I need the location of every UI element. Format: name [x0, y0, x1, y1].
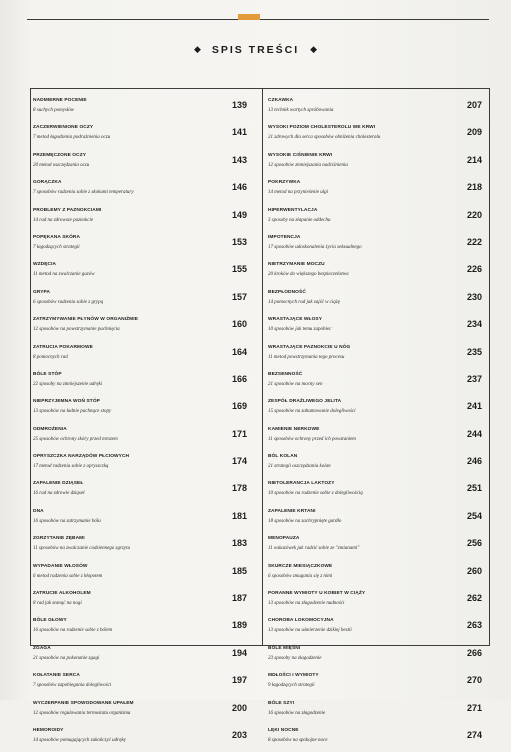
- toc-entry: [33, 150, 245, 177]
- toc-entry: [33, 643, 245, 670]
- toc-entry-page-number: 181: [231, 510, 247, 521]
- toc-entry-page-number: 262: [466, 593, 482, 604]
- top-accent-tab: [238, 14, 260, 20]
- toc-entry: [268, 177, 486, 204]
- toc-entry: [268, 205, 486, 232]
- toc-entry-subtitle: 6 sposobów radzenia sobie z grypą: [33, 299, 104, 305]
- toc-entry-subtitle: 17 sposobów udoskonalenia życia seksualnego: [268, 244, 362, 250]
- toc-column-right: [268, 95, 486, 752]
- toc-entry: [33, 177, 245, 204]
- toc-entry: [33, 670, 245, 697]
- toc-entry-title: ZAPALENIE DZIĄSEŁ: [33, 481, 84, 487]
- toc-entry-page-number: 139: [231, 100, 247, 110]
- toc-entry: [268, 287, 486, 314]
- toc-entry-subtitle: 14 pomocnych rad jak zajść w ciążę: [268, 299, 340, 305]
- toc-entry: [33, 122, 245, 149]
- toc-entry-page-number: 200: [231, 702, 247, 713]
- toc-entry: [268, 478, 486, 505]
- toc-entry-subtitle: 20 kroków do większego bezpieczeństwa: [268, 272, 349, 278]
- toc-entry-subtitle: 7 sposobów zapobiegania dolegliwości: [33, 683, 112, 689]
- toc-entry: [33, 369, 245, 396]
- toc-entry-page-number: 164: [231, 346, 247, 357]
- toc-entry-title: HEMOROIDY: [33, 727, 64, 733]
- toc-entry-title: ZAPALENIE KRTANI: [268, 508, 316, 514]
- toc-entry-page-number: 143: [231, 154, 247, 165]
- toc-entry-title: KOŁATANIE SERCA: [33, 673, 80, 679]
- toc-entry-subtitle: 21 zdrowych dla serca sposobów obniżenia cholesterolu: [268, 135, 381, 141]
- toc-entry-subtitle: 6 sposobów zmagania się z nimi: [268, 573, 333, 579]
- toc-entry-page-number: 220: [466, 209, 482, 220]
- toc-entry: [33, 478, 245, 505]
- toc-entry-title: ZGRZYTANIE ZĘBAMI: [33, 536, 85, 542]
- toc-entry-title: NIEPRZYJEMNA WOŃ STÓP: [33, 399, 100, 405]
- toc-entry-page-number: 263: [466, 620, 482, 631]
- toc-entry-page-number: 254: [466, 510, 482, 521]
- toc-entry-subtitle: 12 sposobów zmniejszania nadciśnienia: [268, 162, 348, 168]
- toc-entry-title: WYSOKIE CIŚNIENIE KRWI: [268, 152, 333, 158]
- toc-entry-subtitle: 7 metod łagodzenia podrażnienia oczu: [33, 135, 111, 141]
- toc-entry-subtitle: 23 sposoby na złagodzenie: [268, 655, 322, 661]
- toc-entry-page-number: 235: [466, 346, 482, 357]
- toc-entry-title: GORĄCZKA: [33, 180, 62, 186]
- toc-entry-title: BÓLE STÓP: [33, 371, 62, 377]
- toc-entry: [268, 95, 486, 122]
- toc-entry-title: MDŁOŚCI I WYMIOTY: [268, 673, 319, 679]
- toc-entry-subtitle: 14 sposobów pomagających zakończyć udrękę: [33, 737, 126, 743]
- toc-entry-title: IMPOTENCJA: [268, 234, 301, 240]
- toc-entry-page-number: 197: [231, 675, 247, 686]
- toc-entry-subtitle: 13 sposobów na uśmierzenie dzikiej bestii: [268, 628, 352, 634]
- toc-entry: [268, 342, 486, 369]
- toc-entry-title: WRASTAJĄCE WŁOSY: [268, 317, 323, 323]
- toc-entry: [33, 314, 245, 341]
- toc-entry-page-number: 271: [466, 702, 482, 713]
- toc-entry-title: ODMROŻENIA: [33, 426, 67, 432]
- toc-entry: [268, 424, 486, 451]
- toc-entry-page-number: 237: [466, 373, 482, 384]
- toc-entry-title: BÓLE MIĘŚNI: [268, 645, 301, 651]
- toc-entry-title: NIETRZYMANIE MOCZU: [268, 262, 325, 268]
- toc-entry-title: GRYPA: [33, 289, 51, 295]
- toc-entry-subtitle: 8 pomocnych rad: [33, 354, 68, 360]
- toc-entry-page-number: 166: [231, 373, 247, 384]
- toc-entry-title: PORANNE WYMIOTY U KOBIET W CIĄŻY: [268, 591, 366, 597]
- toc-entry-title: BEZPŁODNOŚĆ: [268, 289, 306, 295]
- toc-entry-subtitle: 11 metod na zwalczanie gazów: [33, 272, 95, 278]
- toc-entry-subtitle: 8 sposobów na spokojne noce: [268, 737, 328, 743]
- toc-entry-subtitle: 21 strategii oszczędzania kolan: [268, 464, 331, 470]
- toc-entry-subtitle: 14 metod na przynieśenie ulgi: [268, 190, 328, 196]
- toc-entry-page-number: 226: [466, 264, 482, 275]
- toc-entry-page-number: 246: [466, 456, 482, 467]
- toc-entry-page-number: 214: [466, 154, 482, 165]
- toc-entry-subtitle: 8 suchych pomysłów: [33, 108, 75, 113]
- toc-entry: [33, 342, 245, 369]
- toc-entry-subtitle: 12 sposobów regulowania termostatu organizmu: [33, 710, 131, 716]
- toc-entry-title: NADMIERNE POCENIE: [33, 98, 87, 103]
- toc-entry: [33, 232, 245, 259]
- toc-entry-title: WYPADANIE WŁOSÓW: [33, 563, 88, 569]
- toc-entry-subtitle: 13 technik wartych spróbowania: [268, 108, 334, 113]
- toc-entry-page-number: 234: [466, 319, 482, 330]
- toc-entry-page-number: 270: [466, 675, 482, 686]
- toc-entry-page-number: 153: [231, 236, 247, 247]
- toc-entry-title: ZATRUCIA POKARMOWE: [33, 344, 93, 350]
- toc-entry-title: BEZSENNOŚĆ: [268, 371, 303, 377]
- toc-entry-subtitle: 21 sposobów na pokonanie zgagi: [33, 655, 100, 661]
- diamond-icon: ◆: [193, 44, 201, 54]
- toc-entry: [33, 615, 245, 642]
- toc-entry: [33, 287, 245, 314]
- toc-entry-page-number: 155: [231, 264, 247, 275]
- toc-entry-page-number: 260: [466, 565, 482, 576]
- toc-entry-title: ZESPÓŁ DRAŻLIWEGO JELITA: [268, 399, 342, 405]
- toc-entry-page-number: 178: [231, 483, 247, 494]
- toc-entry: [33, 561, 245, 588]
- toc-entry-title: LĘKI NOCNE: [268, 727, 299, 733]
- toc-entry-subtitle: 20 metod oszczędzania oczu: [33, 162, 90, 168]
- toc-entry-subtitle: 18 sposobów na zachrypnięte gardło: [268, 518, 342, 524]
- toc-entry: [33, 698, 245, 725]
- toc-entry-subtitle: 13 sposobów na ładnie pachnące stopy: [33, 409, 112, 415]
- toc-entry-title: MENOPAUZA: [268, 536, 300, 542]
- toc-column-left: [33, 95, 245, 752]
- toc-entry-page-number: 149: [231, 209, 247, 220]
- toc-entry: [33, 506, 245, 533]
- diamond-icon: ◆: [310, 44, 318, 54]
- toc-entry: [33, 95, 245, 122]
- toc-entry-title: ZGAGA: [33, 645, 51, 651]
- toc-entry: [268, 670, 486, 697]
- toc-entry-title: HIPERWENTYLACJA: [268, 207, 318, 213]
- toc-entry-page-number: 169: [231, 401, 247, 412]
- toc-entry-subtitle: 16 rad na zdrowie dziąseł: [33, 491, 85, 497]
- toc-entry-page-number: 274: [466, 729, 482, 740]
- toc-entry-subtitle: 9 łagodzących strategii: [268, 683, 315, 689]
- toc-entry-page-number: 241: [466, 401, 482, 412]
- toc-entry-page-number: 185: [231, 565, 247, 576]
- column-divider: [262, 88, 263, 646]
- toc-entry-page-number: 171: [231, 428, 247, 439]
- toc-entry-title: CHOROBA LOKOMOCYJNA: [268, 618, 334, 624]
- toc-entry: [268, 588, 486, 615]
- toc-entry-subtitle: 21 sposobów na mocny sen: [268, 381, 323, 387]
- toc-entry-subtitle: 10 sposobów na radzenie sobie z dolegliwością: [268, 491, 363, 497]
- toc-entry-subtitle: 6 metod radzenia sobie z kłopotem: [33, 573, 103, 579]
- toc-entry-subtitle: 7 sposobów radzenia sobie z skokami temperatury: [33, 190, 134, 196]
- toc-entry-subtitle: 15 sposobów na zahamowanie dolegliwości: [268, 409, 356, 415]
- toc-entry: [33, 205, 245, 232]
- toc-entry-title: PRZEMĘCZONE OCZY: [33, 152, 87, 158]
- toc-entry-page-number: 203: [231, 729, 247, 740]
- toc-entry-page-number: 141: [231, 127, 247, 138]
- toc-entry-page-number: 256: [466, 538, 482, 549]
- toc-entry-page-number: 157: [231, 291, 247, 302]
- toc-entry: [268, 725, 486, 752]
- toc-entry: [268, 643, 486, 670]
- toc-entry: [268, 396, 486, 423]
- toc-entry-subtitle: 16 sposobów na złagodzenie: [268, 710, 326, 716]
- toc-entry-page-number: 244: [466, 428, 482, 439]
- toc-entry-page-number: 146: [231, 182, 247, 193]
- toc-entry-title: ZATRUCIE ALKOHOLEM: [33, 591, 91, 597]
- toc-entry-page-number: 218: [466, 182, 482, 193]
- toc-entry: [268, 122, 486, 149]
- page-title-text: SPIS TREŚCI: [211, 44, 300, 56]
- toc-entry-subtitle: 11 wskazówek jak radzić sobie ze "zmianami": [268, 546, 360, 552]
- toc-entry: [33, 451, 245, 478]
- toc-entry-page-number: 160: [231, 319, 247, 330]
- toc-entry-subtitle: 11 sposobów na zwalczanie codziennego zgrzytu: [33, 546, 130, 552]
- toc-entry-title: ZATRZYMYWANIE PŁYNÓW W ORGANIŹMIE: [33, 317, 139, 323]
- toc-entry: [33, 259, 245, 286]
- toc-entry-subtitle: 17 metod radzenia sobie z opryszczką: [33, 464, 109, 470]
- toc-entry-subtitle: 13 sposobów na złagodzenie nudności: [268, 601, 345, 607]
- toc-entry-page-number: 230: [466, 291, 482, 302]
- toc-entry-subtitle: 10 sposobów jak temu zapobiec: [268, 327, 332, 333]
- toc-entry-title: PROBLEMY Z PAZNOKCIAMI: [33, 207, 102, 213]
- toc-entry: [33, 533, 245, 560]
- page-title: [0, 44, 511, 56]
- toc-entry-subtitle: 16 sposobów na radzenie sobie z bólem: [33, 628, 113, 634]
- toc-entry: [268, 150, 486, 177]
- toc-entry-page-number: 174: [231, 456, 247, 467]
- toc-entry-page-number: 194: [231, 647, 247, 658]
- toc-entry: [268, 506, 486, 533]
- toc-entry-page-number: 189: [231, 620, 247, 631]
- toc-entry-page-number: 183: [231, 538, 247, 549]
- toc-entry-title: NIETOLERANCJA LAKTOZY: [268, 481, 335, 487]
- toc-entry-title: OPRYSZCZKA NARZĄDÓW PŁCIOWYCH: [33, 454, 130, 460]
- toc-entry-title: POPĘKANA SKÓRA: [33, 234, 81, 240]
- toc-entry-title: ZACZERWIENIONE OCZY: [33, 125, 94, 131]
- toc-entry-subtitle: 7 łagodzących strategii: [33, 244, 80, 250]
- toc-entry: [33, 396, 245, 423]
- toc-entry-page-number: 187: [231, 593, 247, 604]
- toc-entry-page-number: 209: [466, 127, 482, 138]
- toc-entry-subtitle: 3 sposoby na złapanie oddechu: [268, 217, 331, 223]
- toc-entry: [268, 615, 486, 642]
- toc-entry: [268, 259, 486, 286]
- toc-entry: [33, 424, 245, 451]
- toc-entry-title: WYCZERPANIE SPOWODOWANE UPAŁEM: [33, 700, 134, 706]
- toc-entry: [268, 561, 486, 588]
- toc-entry: [33, 725, 245, 752]
- toc-entry-title: DNA: [33, 508, 44, 514]
- toc-entry-subtitle: 22 sposoby na zmniejszenie udręki: [33, 381, 103, 387]
- toc-entry: [268, 369, 486, 396]
- toc-entry: [268, 314, 486, 341]
- toc-entry-page-number: 251: [466, 483, 482, 494]
- toc-entry-title: POKRZYWKA: [268, 180, 301, 186]
- toc-entry-title: KAMIENIE NERKOWE: [268, 426, 320, 432]
- toc-entry-subtitle: 25 sposobów ochrony skóry przed mrozem: [33, 436, 118, 442]
- toc-entry-subtitle: 14 rad na zdrowsze paznokcie: [33, 217, 94, 223]
- toc-entry-page-number: 266: [466, 647, 482, 658]
- toc-entry-title: CZKAWKA: [268, 98, 294, 103]
- toc-entry: [268, 451, 486, 478]
- toc-entry-title: BÓLE GŁOWY: [33, 618, 67, 624]
- toc-entry-title: WZDĘCIA: [33, 262, 57, 268]
- toc-entry-subtitle: 12 sposobów na powstrzymanie puchnięcia: [33, 327, 120, 333]
- toc-entry: [268, 232, 486, 259]
- toc-entry-title: SKURCZE MIESIĄCZKOWE: [268, 563, 333, 569]
- toc-entry: [268, 698, 486, 725]
- toc-entry: [33, 588, 245, 615]
- toc-entry-subtitle: 11 sposobów ochrony przed ich powstaniem: [268, 436, 356, 442]
- toc-entry-subtitle: 8 rad jak stanąć na nogi: [33, 601, 82, 607]
- toc-entry-title: BÓLE SZYI: [268, 700, 295, 706]
- toc-entry: [268, 533, 486, 560]
- toc-entry-page-number: 207: [466, 100, 482, 110]
- toc-entry-title: WYSOKI POZIOM CHOLESTEROLU WE KRWI: [268, 125, 376, 131]
- toc-entry-subtitle: 11 metod powstrzymania tego procesu: [268, 354, 345, 360]
- toc-entry-subtitle: 16 sposobów na zatrzymanie bólu: [33, 518, 101, 524]
- toc-entry-page-number: 222: [466, 236, 482, 247]
- toc-entry-title: BÓL KOLAN: [268, 454, 298, 460]
- toc-entry-title: WRASTAJĄCE PAZNOKCIE U NÓG: [268, 344, 351, 350]
